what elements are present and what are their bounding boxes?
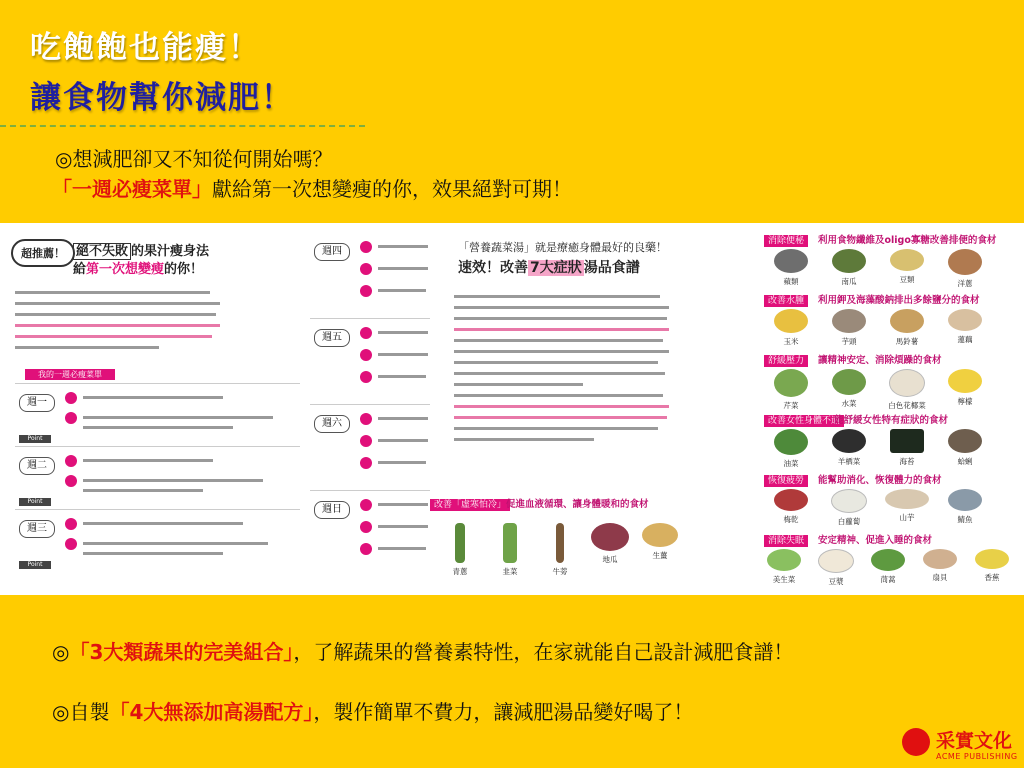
soup-h2-hl: 7大症狀 <box>530 260 582 276</box>
food-item <box>914 549 966 603</box>
bottom2-highlight: 「4大無添加高湯配方」 <box>109 700 314 724</box>
week-block <box>310 404 430 490</box>
veggie-label: 韭菜 <box>502 567 518 576</box>
bottom2-pre: ◎自製 <box>52 700 110 724</box>
soup-h2-pre: 速效！改善 <box>458 260 528 276</box>
food-item <box>966 549 1018 603</box>
intro-highlight: 「一週必瘦菜單」 <box>52 177 212 201</box>
intro-text: 獻給第一次想變瘦的你，效果絕對可期！ <box>212 177 572 201</box>
food-label: 洋蔥 <box>957 279 973 288</box>
food-label: 檸檬 <box>957 397 973 406</box>
soup-paragraph <box>454 295 669 449</box>
food-label: 豆漿 <box>828 577 844 586</box>
week-block <box>15 509 300 572</box>
week-block <box>15 446 300 509</box>
bottom1-highlight: 「3大類蔬果的完美組合」 <box>69 640 294 664</box>
panel-headline <box>73 243 209 279</box>
category-title: 促進血液循環、讓身體暖和的食材 <box>506 499 649 510</box>
food-grid-panel <box>758 233 1020 588</box>
food-label: 梅乾 <box>783 515 799 524</box>
food-section-title: 利用鉀及海藻酸鈉排出多餘鹽分的食材 <box>818 295 980 306</box>
publisher-logo <box>902 722 1024 768</box>
food-section <box>758 413 1020 473</box>
food-label: 白色花椰菜 <box>888 401 926 410</box>
food-section-tag: 消除失眠 <box>764 535 808 547</box>
veggie-item <box>435 523 485 577</box>
book-preview-strip <box>0 223 1024 595</box>
food-section <box>758 533 1020 593</box>
veggie-item <box>485 523 535 577</box>
food-section-title: 讓精神安定、消除煩躁的食材 <box>818 355 942 366</box>
veggie-label: 青蔥 <box>452 567 468 576</box>
food-label: 豆類 <box>899 275 915 284</box>
logo-name: 采實文化 <box>936 730 1013 752</box>
paragraph-text <box>15 291 220 357</box>
veggie-row <box>435 523 685 577</box>
soup-headline-2 <box>458 257 640 277</box>
week-block <box>15 383 300 446</box>
veggie-label: 牛蒡 <box>552 567 568 576</box>
food-label: 蘋類 <box>783 277 799 286</box>
headline-l2-pre: 給 <box>73 262 87 277</box>
food-label: 蓮藕 <box>957 335 973 344</box>
title-line-2: 讓食物幫你減肥！ <box>30 80 294 116</box>
food-section-tag: 舒緩壓力 <box>764 355 808 367</box>
bottom1-post: ，了解蔬果的營養素特性，在家就能自己設計減肥食譜！ <box>293 640 794 664</box>
food-label: 蛤蜊 <box>957 457 973 466</box>
week-label: 週一 <box>19 394 55 412</box>
soup-recipe-panel <box>434 233 680 588</box>
flower-icon <box>902 728 930 756</box>
dashed-divider <box>0 125 365 127</box>
bottom1-pre: ◎ <box>52 640 70 664</box>
food-section-tag: 改善水腫 <box>764 295 808 307</box>
food-section-tag: 消除便秘 <box>764 235 808 247</box>
point-tag: Point <box>19 435 51 443</box>
soup-headline-1: 「營養蔬菜湯」就是療癒身體最好的良藥！ <box>458 241 667 254</box>
bottom2-post: ，製作簡單不費力，讓減肥湯品變好喝了！ <box>313 700 694 724</box>
point-tag: Point <box>19 561 51 569</box>
food-label: 美生菜 <box>772 575 796 584</box>
weekly-menu-panel <box>5 233 300 588</box>
bottom-line-1 <box>52 636 793 665</box>
food-section-title: 能舒緩女性特有症狀的食材 <box>834 415 949 426</box>
food-label: 水菜 <box>841 399 857 408</box>
week-label: 週六 <box>314 415 350 433</box>
food-label: 海苔 <box>899 457 915 466</box>
food-section-title: 能幫助消化、恢復體力的食材 <box>818 475 942 486</box>
veggie-item <box>535 523 585 577</box>
food-section <box>758 353 1020 413</box>
food-item <box>862 549 914 603</box>
week-label: 週日 <box>314 501 350 519</box>
week-block <box>310 490 430 561</box>
headline-l2-pink: 第一次想變瘦 <box>86 262 165 277</box>
recommend-badge: 超推薦！ <box>11 239 75 267</box>
food-label: 玉米 <box>783 337 799 346</box>
food-label: 馬鈴薯 <box>895 337 919 346</box>
food-item <box>758 549 810 603</box>
food-label: 鯖魚 <box>957 515 973 524</box>
veggie-label: 生薑 <box>652 551 668 560</box>
food-label: 羊栖菜 <box>837 457 861 466</box>
week-label: 週二 <box>19 457 55 475</box>
intro-line-2 <box>52 173 572 202</box>
food-section-title: 利用食物纖維及oligo寡糖改善排便的食材 <box>818 235 997 246</box>
veggie-item <box>635 523 685 577</box>
headline-box: 絕不失敗 <box>73 243 131 260</box>
week-label: 週三 <box>19 520 55 538</box>
category-tag: 改善「虛寒怕冷」 <box>430 499 510 511</box>
food-label: 香蕉 <box>984 573 1000 582</box>
logo-subtitle: ACME PUBLISHING <box>936 752 1018 761</box>
week-block <box>310 233 430 318</box>
food-item <box>810 549 862 603</box>
veggie-item <box>585 523 635 577</box>
food-section <box>758 293 1020 353</box>
food-section <box>758 233 1020 293</box>
title-line-1: 吃飽飽也能瘦！ <box>30 30 261 66</box>
headline-rest: 的果汁瘦身法 <box>131 244 210 259</box>
food-label: 山芋 <box>899 513 915 522</box>
week-label: 週四 <box>314 243 350 261</box>
week-block <box>310 318 430 404</box>
week-list <box>15 383 300 572</box>
bottom-line-2 <box>52 696 693 725</box>
week-label: 週五 <box>314 329 350 347</box>
food-section <box>758 473 1020 533</box>
weekly-menu-panel-2 <box>310 233 430 588</box>
food-row <box>758 549 1018 603</box>
soup-h2-post: 湯品食譜 <box>583 260 640 276</box>
food-section-title: 安定精神、促進入睡的食材 <box>818 535 933 546</box>
food-label: 茼蒿 <box>880 575 896 584</box>
food-section-tag: 恢復疲勞 <box>764 475 808 487</box>
food-label: 扇貝 <box>932 573 948 582</box>
food-label: 油菜 <box>783 459 799 468</box>
headline-l2-post: 的你！ <box>164 262 204 277</box>
food-label: 南瓜 <box>841 277 857 286</box>
food-label: 芋頭 <box>841 337 857 346</box>
food-section-tag: 改善女性身體不適 <box>764 415 844 427</box>
food-label: 芹菜 <box>783 401 799 410</box>
menu-bar: 我的一週必瘦菜單 <box>25 369 115 380</box>
veggie-label: 地瓜 <box>602 555 618 564</box>
intro-line-1: ◎想減肥卻又不知從何開始嗎？ <box>55 147 333 171</box>
food-label: 白蘿蔔 <box>837 517 861 526</box>
point-tag: Point <box>19 498 51 506</box>
